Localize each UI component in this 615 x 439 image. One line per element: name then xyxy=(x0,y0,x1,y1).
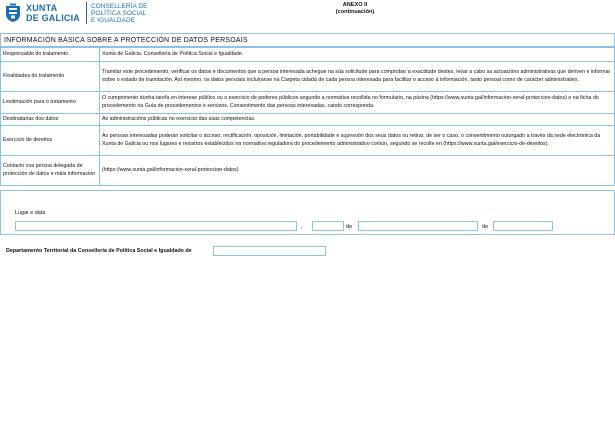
annex-title: ANEXO II xyxy=(342,2,368,8)
row-key: Finalidades do tratamento xyxy=(1,62,100,92)
row-key: Destinatarias dos datos xyxy=(1,114,100,126)
xunta-logo xyxy=(4,2,147,24)
day-field[interactable] xyxy=(312,221,344,231)
data-protection-table xyxy=(0,47,615,186)
row-key: Lexitimación para o tratamento xyxy=(1,92,100,114)
table-row xyxy=(1,156,615,186)
row-value: O cumprimento dunha tarefa en interese público ou o exercicio de poderes públicos segundo a normativa recollida no formulario, na páxina (https://www.xunta.gal/informacion-xeral-proteccion-datos) e na ficha do procedemento na Guía de procedementos e servizos. Consentimento das persoas interesadas, cando corresponda. xyxy=(100,92,615,114)
row-value: As persoas interesadas poderán solicitar o acceso, rectificación, oposición, limitación, portabilidade e supresión dos seus datos ou retirar, de ser o caso, o consentimento outorgado a través da sede electrónica da Xunta de Galicia ou nos lugares e rexistros establecidos na normativa reguladora do procedemento administrativo común, segundo se recolle en (https://www.xunta.gal/exercicio-de-dereitos). xyxy=(100,126,615,156)
place-date-label: Lugar e data xyxy=(15,210,46,216)
department-label: Departamento Territorial da Consellería de Política Social e Igualdade de xyxy=(6,248,192,254)
row-value: Tramitar este procedemento, verificar os datos e documentos que a persoa interesada achegue na súa solicitude para comprobar a exactitude destes, levar a cabo as actuacións administrativas que deriven e informar sobre o estado de tramitación. Así mesmo, os datos persoais incluiranse na Carpeta cidadá de cada persoa interesada para facilitar o acceso á información, tanto persoal como de carácter administrativo. xyxy=(100,62,615,92)
row-value: (https://www.xunta.gal/informacion-xeral-proteccion-datos) xyxy=(100,156,615,186)
row-value: Xunta de Galicia. Consellería de Política Social e Igualdade. xyxy=(100,48,615,62)
department-name: CONSELLERÍA DE POLÍTICA SOCIAL E IGUALDADE xyxy=(91,2,148,24)
xunta-wordmark: XUNTA DE GALICIA xyxy=(26,3,81,23)
section-title-box xyxy=(0,33,615,47)
annex-subtitle: (continuación) xyxy=(335,9,375,15)
de-separator: de xyxy=(482,224,489,230)
place-field[interactable] xyxy=(15,221,297,231)
page-header xyxy=(0,0,615,28)
annex-heading xyxy=(300,2,410,16)
table-row xyxy=(1,92,615,114)
section-title: INFORMACIÓN BÁSICA SOBRE A PROTECCIÓN DE DATOS PERSOAIS xyxy=(4,37,248,44)
year-field[interactable] xyxy=(493,221,553,231)
logo-divider xyxy=(86,2,87,24)
table-row xyxy=(1,114,615,126)
month-field[interactable] xyxy=(358,221,478,231)
table-row xyxy=(1,48,615,62)
table-row xyxy=(1,62,615,92)
de-separator: de xyxy=(346,224,353,230)
xunta-emblem-icon xyxy=(4,3,22,23)
row-value: As administracións públicas no exercicio das súas competencias. xyxy=(100,114,615,126)
table-row xyxy=(1,126,615,156)
row-key: Contacto coa persoa delegada de protección de datos e máis información xyxy=(1,156,100,186)
comma-separator: , xyxy=(301,224,303,230)
department-field[interactable] xyxy=(213,246,326,256)
row-key: Exercicio de dereitos xyxy=(1,126,100,156)
row-key: Responsable do tratamento xyxy=(1,48,100,62)
